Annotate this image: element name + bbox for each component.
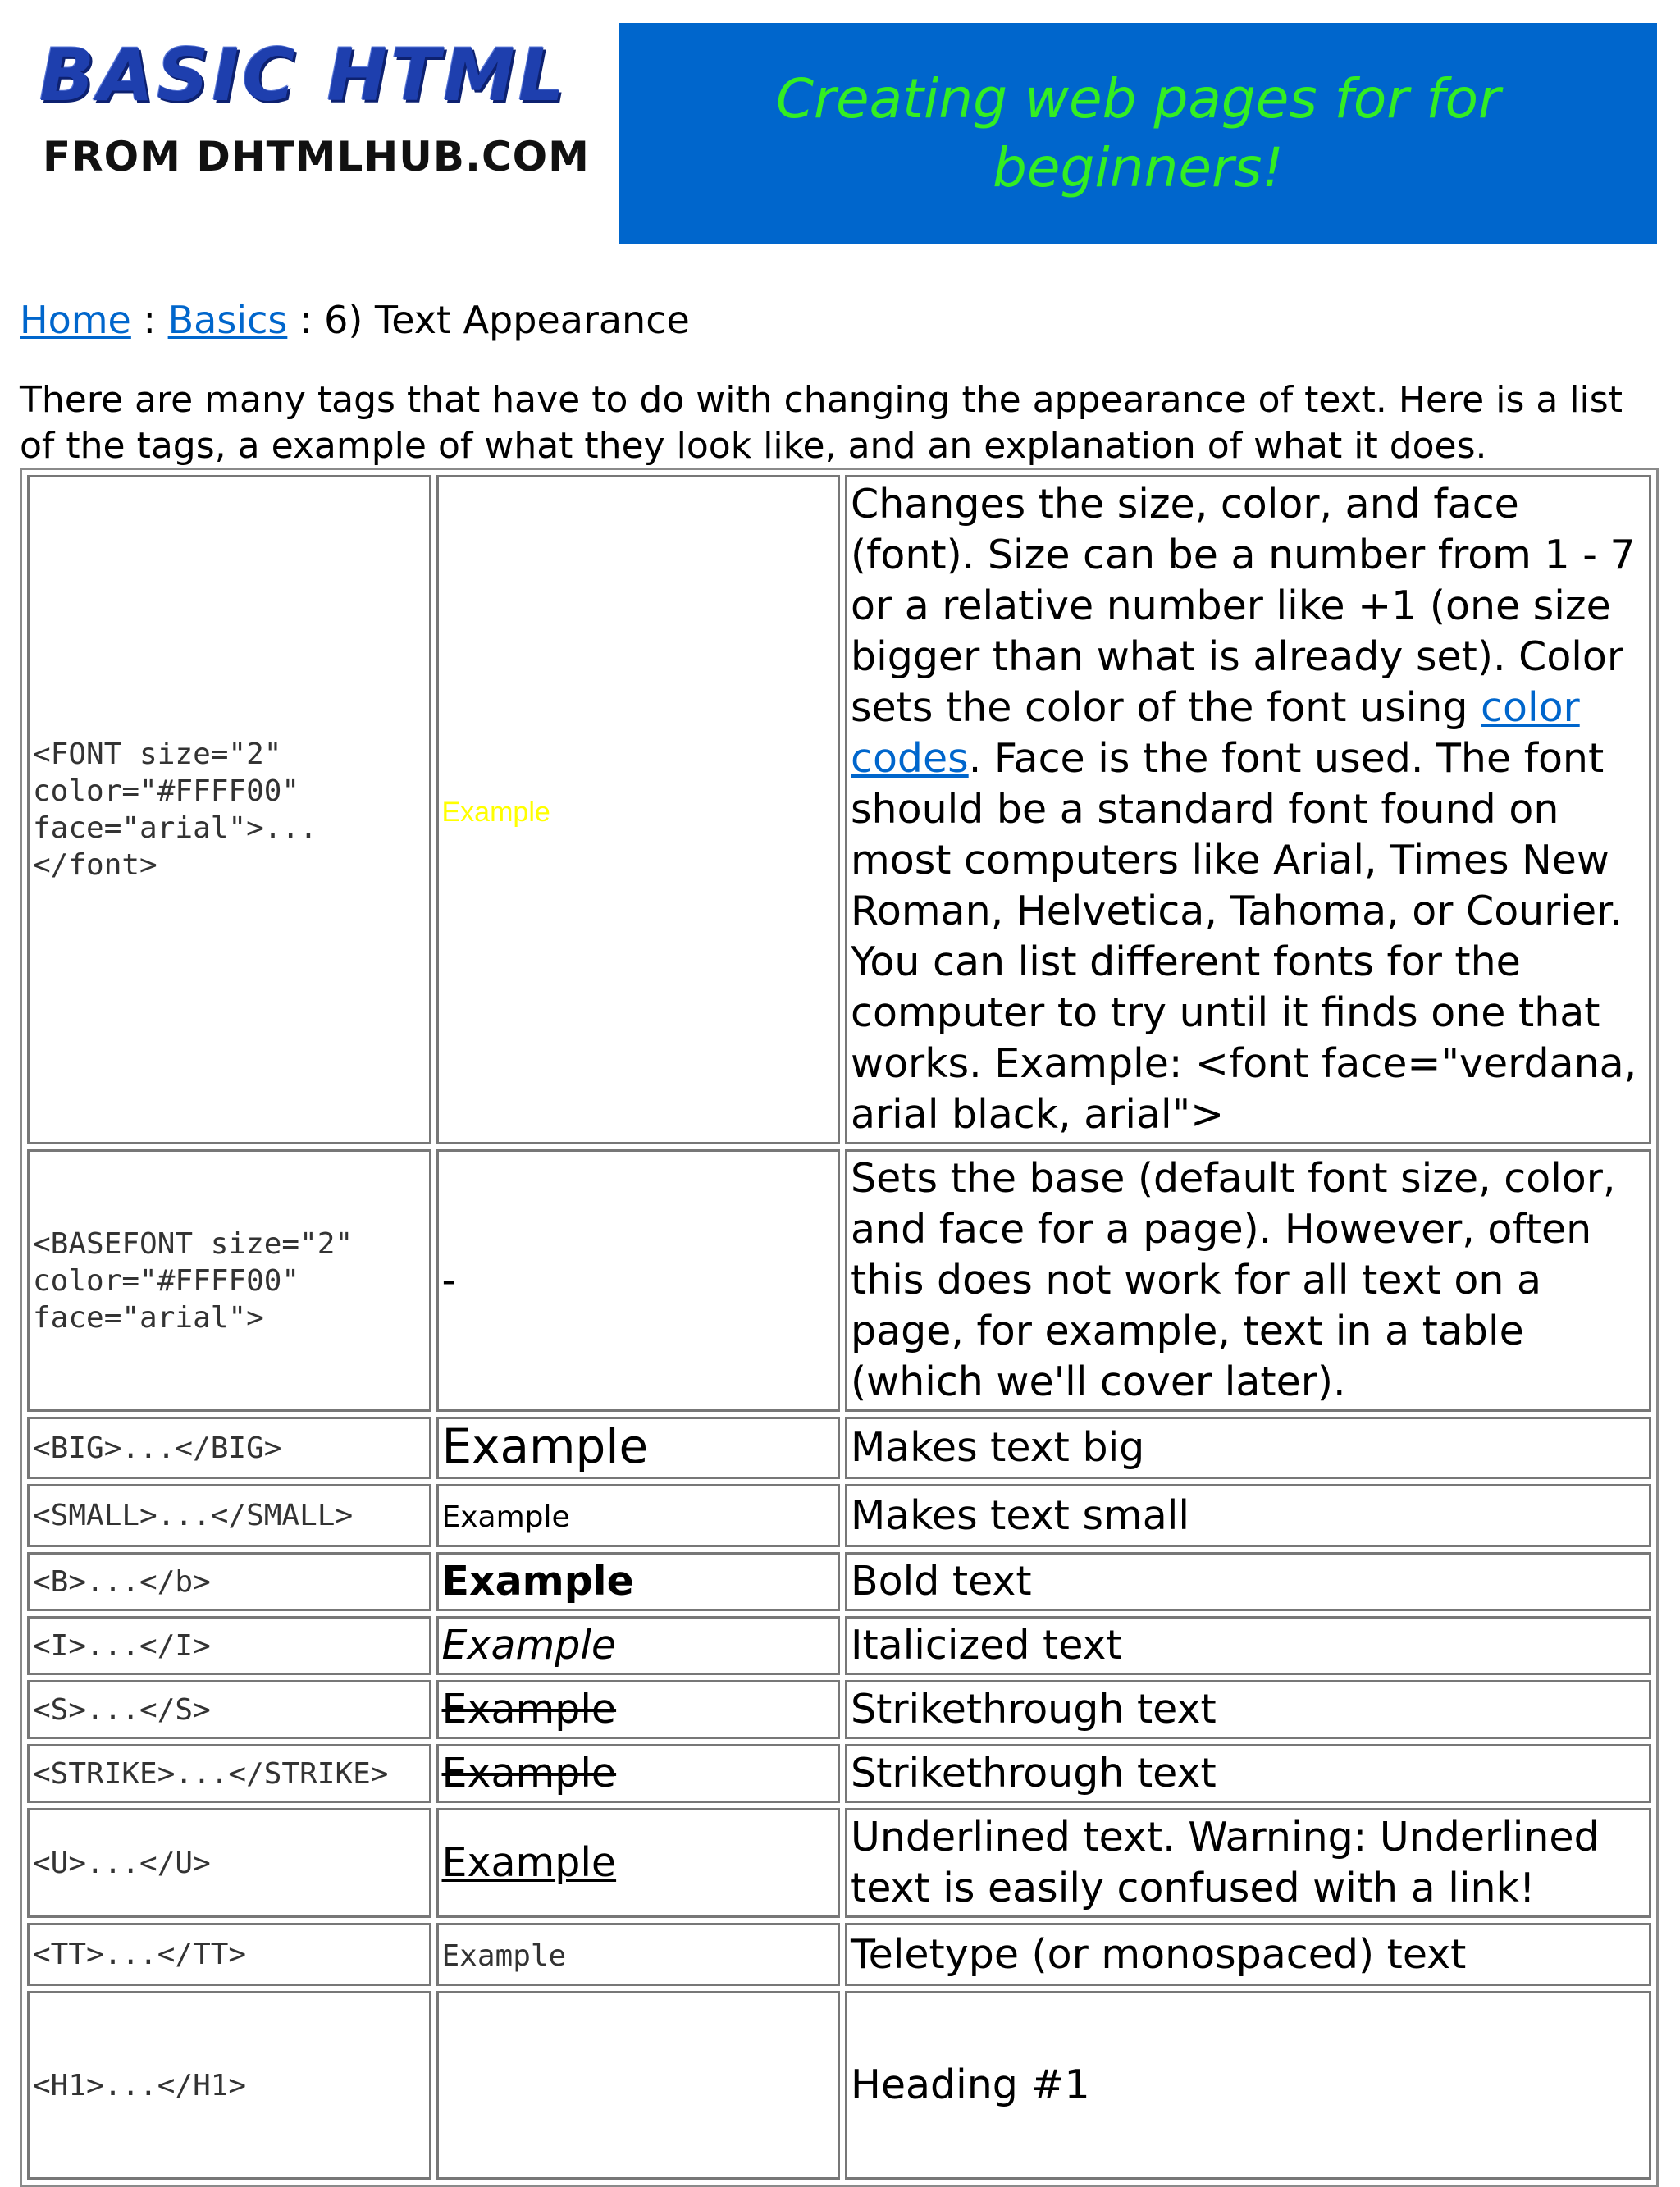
- small-example-text: Example: [441, 1500, 570, 1534]
- breadcrumb-home-link[interactable]: Home: [20, 298, 131, 342]
- table-row: [27, 1552, 1651, 1611]
- tag-cell: <H1>...</H1>: [27, 1991, 431, 2180]
- breadcrumb-separator: :: [287, 298, 325, 342]
- table-row: [27, 1808, 1651, 1918]
- example-cell: [436, 1923, 841, 1986]
- table-row: [27, 1616, 1651, 1675]
- example-cell: [436, 1616, 841, 1675]
- description-cell: Underlined text. Warning: Underlined text is easily confused with a link!: [845, 1808, 1651, 1918]
- description-cell: Makes text small: [845, 1484, 1651, 1547]
- strikethrough-example-text: Example: [441, 1750, 617, 1797]
- tag-cell: <S>...</S>: [27, 1680, 431, 1739]
- description-cell: Heading #1: [845, 1991, 1651, 2180]
- tagline-banner: [619, 23, 1657, 244]
- color-codes-link[interactable]: color codes: [851, 684, 1580, 782]
- example-cell: [436, 1808, 841, 1918]
- logo-subtitle: FROM DHTMLHUB.COM: [43, 133, 590, 180]
- intro-paragraph: There are many tags that have to do with changing the appearance of text. Here is a list of the tags, a example of what they look like, and an explanation of what it does.: [20, 379, 1623, 467]
- table-row: [27, 1484, 1651, 1547]
- logo-title: BASIC HTML: [39, 33, 568, 117]
- tag-cell: <TT>...</TT>: [27, 1923, 431, 1986]
- bold-example-text: Example: [441, 1558, 634, 1605]
- breadcrumb-current: 6) Text Appearance: [324, 298, 690, 342]
- table-row: [27, 1991, 1651, 2180]
- tag-cell: <BIG>...</BIG>: [27, 1417, 431, 1479]
- tag-cell: <SMALL>...</SMALL>: [27, 1484, 431, 1547]
- example-cell: [436, 475, 841, 1144]
- description-cell: Italicized text: [845, 1616, 1651, 1675]
- breadcrumb-separator: :: [130, 298, 168, 342]
- tagline-text: Creating web pages for for beginners!: [775, 67, 1501, 199]
- tag-cell: <FONT size="2" color="#FFFF00" face="arial">...</font>: [27, 475, 431, 1144]
- underline-example-text: Example: [441, 1839, 617, 1886]
- table-row: [27, 1744, 1651, 1803]
- description-cell: Bold text: [845, 1552, 1651, 1611]
- breadcrumb-basics-link[interactable]: Basics: [167, 298, 288, 342]
- big-example-text: Example: [441, 1418, 649, 1474]
- table-row: [27, 1149, 1651, 1412]
- description-cell: Makes text big: [845, 1417, 1651, 1479]
- example-cell: [436, 1680, 841, 1739]
- tag-cell: <BASEFONT size="2" color="#FFFF00" face="arial">: [27, 1149, 431, 1412]
- example-cell: [436, 1552, 841, 1611]
- teletype-example-text: Example: [441, 1939, 567, 1973]
- example-cell: [436, 1991, 841, 2180]
- site-logo[interactable]: [39, 33, 590, 189]
- example-cell: [436, 1744, 841, 1803]
- tag-cell: <U>...</U>: [27, 1808, 431, 1918]
- italic-example-text: Example: [441, 1622, 617, 1669]
- description-cell: Sets the base (default font size, color, and face for a page). However, often this does not work for all text on a page, for example, text in a table (which we'll cover later).: [845, 1149, 1651, 1412]
- description-cell: Teletype (or monospaced) text: [845, 1923, 1651, 1986]
- font-example-text: Example: [441, 796, 550, 828]
- description-text: . Face is the font used. The font should be a standard font found on most computers like Arial, Times New Roman, Helvetica, Tahoma, or Courier. You can list different fonts for the computer to try until it finds one that works. Example: <font face="verdana, arial black, arial">: [851, 735, 1637, 1138]
- tag-cell: <STRIKE>...</STRIKE>: [27, 1744, 431, 1803]
- description-cell: [845, 475, 1651, 1144]
- tag-cell: <B>...</b>: [27, 1552, 431, 1611]
- table-row: [27, 1680, 1651, 1739]
- tag-cell: <I>...</I>: [27, 1616, 431, 1675]
- example-cell: -: [436, 1149, 841, 1412]
- description-text: Changes the size, color, and face (font). Size can be a number from 1 - 7 or a relative number like +1 (one size bigger than what is already set). Color sets the color of the font using: [851, 481, 1636, 731]
- table-row: [27, 475, 1651, 1144]
- description-cell: Strikethrough text: [845, 1680, 1651, 1739]
- table-row: [27, 1417, 1651, 1479]
- breadcrumb: [20, 295, 690, 345]
- description-cell: Strikethrough text: [845, 1744, 1651, 1803]
- table-row: [27, 1923, 1651, 1986]
- text-tags-table: [20, 468, 1659, 2187]
- example-cell: [436, 1417, 841, 1479]
- strikethrough-example-text: Example: [441, 1686, 617, 1733]
- example-cell: [436, 1484, 841, 1547]
